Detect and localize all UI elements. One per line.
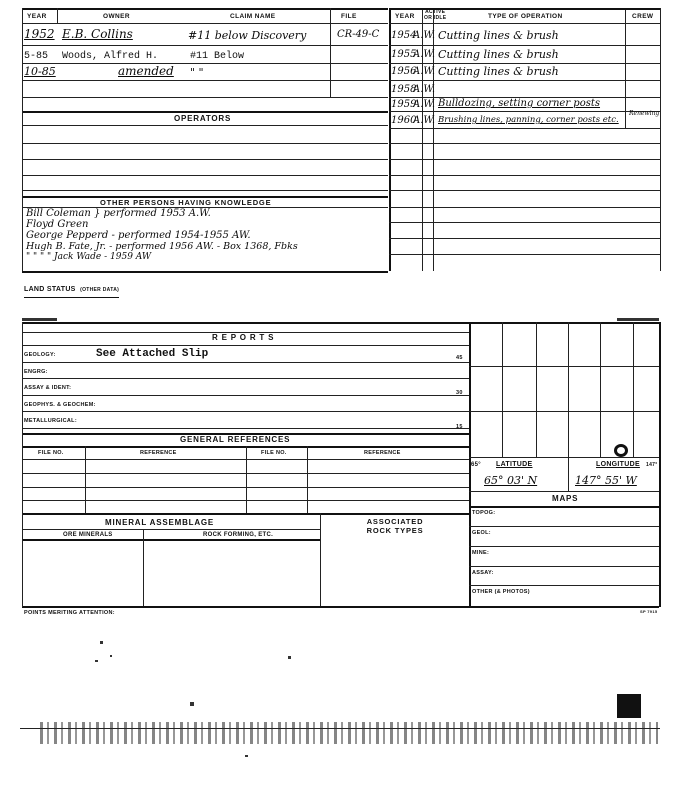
person-line: Bill Coleman } performed 1953 A.W. — [26, 208, 211, 219]
work-active: A.W. — [413, 115, 436, 126]
scan-noise-band — [40, 722, 658, 744]
person-line: Hugh B. Fate, Jr. - performed 1956 AW. - Box 1368, Fbks — [26, 241, 298, 252]
row1-year: 1952 — [24, 27, 55, 41]
report-label: GEOPHYS. & GEOCHEM: — [24, 402, 96, 408]
points-meriting-attention: POINTS MERITING ATTENTION: — [24, 610, 115, 616]
work-active: A.W. — [413, 30, 436, 41]
map-row: TOPOG: — [472, 510, 496, 516]
other-persons-title: OTHER PERSONS HAVING KNOWLEDGE — [100, 198, 272, 207]
work-header-type: TYPE OF OPERATION — [488, 13, 563, 20]
work-active: A.W. — [413, 66, 436, 77]
work-active: A.W. — [413, 49, 436, 60]
active-line-2: OR IDLE — [424, 15, 447, 21]
header-file: FILE — [341, 13, 357, 20]
work-type: Cutting lines & brush — [438, 65, 559, 78]
work-active: A.W. — [413, 84, 436, 95]
geology-value: See Attached Slip — [96, 348, 209, 360]
row1-file: CR-49-C — [337, 29, 380, 40]
row3-year: 10-85 — [24, 65, 56, 78]
work-type: Bulldozing, setting corner posts — [438, 98, 601, 109]
row1-claim: #11 below Discovery — [188, 29, 307, 42]
scan-block — [617, 694, 641, 718]
active-line-1: ACTIVE — [425, 9, 446, 15]
latitude-prefix: 65° — [471, 462, 481, 468]
associated-line-1: ASSOCIATED — [366, 517, 424, 526]
ref-header: REFERENCE — [364, 450, 401, 456]
row2-owner: Woods, Alfred H. — [62, 51, 159, 62]
associated-rock-types — [322, 517, 468, 535]
work-year: 1954 — [391, 30, 417, 41]
longitude-value: 147° 55' W — [575, 474, 637, 487]
land-status-sub: (OTHER DATA) — [80, 287, 120, 293]
work-header-crew: CREW — [632, 13, 654, 20]
row1-owner: E.B. Collins — [62, 27, 133, 41]
renewing-note: Renewing — [629, 110, 660, 117]
form-number: SP 7915 — [640, 609, 658, 614]
general-references-title: GENERAL REFERENCES — [180, 435, 291, 444]
work-year: 1959 — [391, 99, 417, 110]
longitude-prefix: 147° — [646, 462, 658, 468]
ref-header: FILE NO. — [261, 450, 287, 456]
reports-title: R E P O R T S — [212, 333, 275, 342]
row3-claim: " " — [190, 66, 204, 79]
map-row: GEOL: — [472, 530, 491, 536]
map-row: OTHER (& PHOTOS) — [472, 589, 530, 595]
work-type: Cutting lines & brush — [438, 29, 559, 42]
row3-owner: amended — [118, 64, 174, 78]
header-owner: OWNER — [103, 13, 130, 20]
work-type: Brushing lines, panning, corner posts etc. — [438, 115, 619, 125]
location-marker-icon — [614, 444, 628, 457]
report-label: METALLURGICAL: — [24, 418, 77, 424]
scale-mark: 30 — [456, 390, 463, 396]
work-type: Cutting lines & brush — [438, 48, 559, 61]
header-year: YEAR — [27, 13, 47, 20]
map-row: ASSAY: — [472, 570, 494, 576]
latitude-label: LATITUDE — [496, 461, 533, 468]
land-status — [24, 278, 119, 298]
report-label: GEOLOGY: — [24, 352, 56, 358]
mineral-assemblage-title: MINERAL ASSEMBLAGE — [105, 518, 215, 527]
land-status-label: LAND STATUS — [24, 286, 76, 293]
row2-claim: #11 Below — [190, 51, 245, 62]
work-active: A.W. — [413, 99, 436, 110]
scale-mark: 45 — [456, 355, 463, 361]
ore-minerals-label: ORE MINERALS — [63, 532, 113, 538]
header-claim-name: CLAIM NAME — [230, 13, 276, 20]
associated-line-2: ROCK TYPES — [366, 526, 424, 535]
scale-mark: 15 — [456, 424, 463, 430]
latitude-value: 65° 03' N — [484, 474, 538, 487]
work-year: 1958 — [391, 84, 417, 95]
person-line: George Pepperd - performed 1954-1955 AW. — [26, 230, 251, 241]
work-year: 1955 — [391, 49, 417, 60]
row2-year: 5-85 — [24, 51, 49, 62]
map-row: MINE: — [472, 550, 490, 556]
work-header-year: YEAR — [395, 13, 415, 20]
longitude-label: LONGITUDE — [596, 461, 640, 468]
person-line: Floyd Green — [26, 219, 89, 230]
work-year: 1960 — [391, 115, 417, 126]
work-year: 1956 — [391, 66, 417, 77]
person-line: " " " " Jack Wade - 1959 AW — [26, 252, 152, 262]
ref-header: REFERENCE — [140, 450, 177, 456]
maps-title: MAPS — [552, 494, 579, 503]
operators-title: OPERATORS — [174, 114, 232, 123]
report-label: ASSAY & IDENT: — [24, 385, 72, 391]
rock-forming-label: ROCK FORMING, ETC. — [203, 532, 274, 538]
work-header-active — [424, 9, 446, 21]
report-label: ENGRG: — [24, 369, 48, 375]
ref-header: FILE NO. — [38, 450, 64, 456]
